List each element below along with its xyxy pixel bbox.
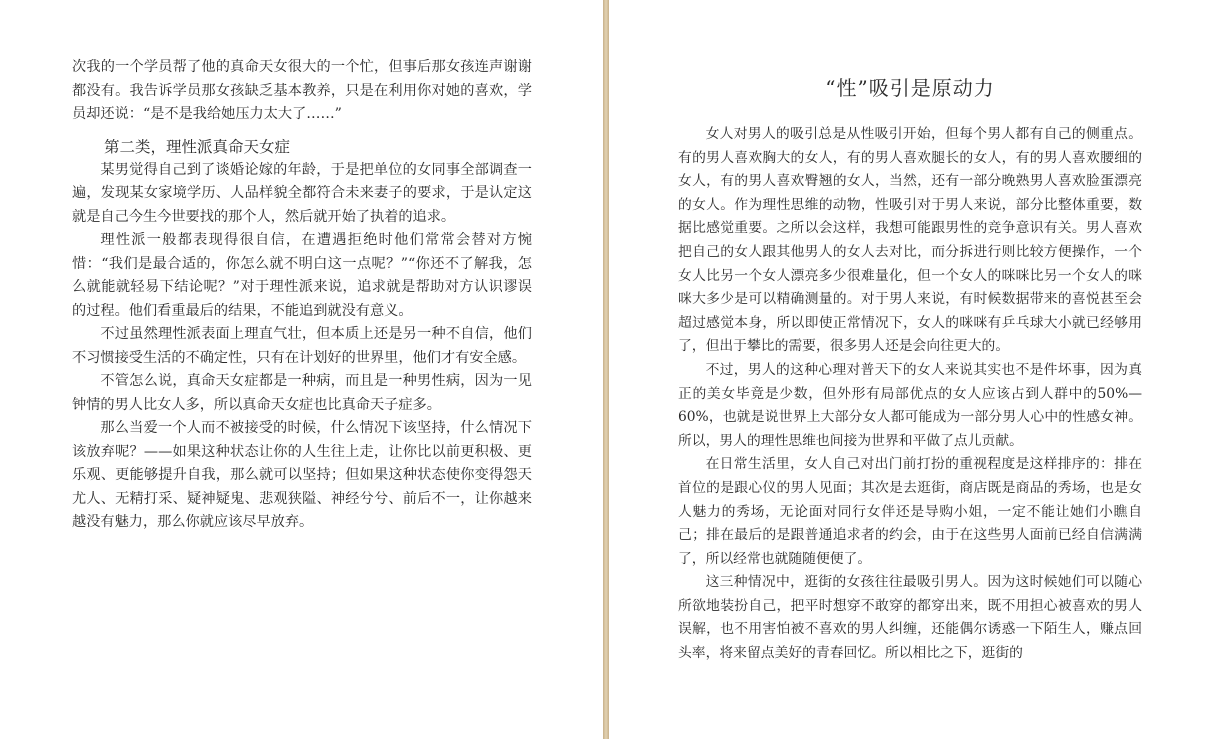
paragraph: 那么当爱一个人而不被接受的时候，什么情况下该坚持，什么情况下该放弃呢？——如果这种状态让你的人生往上走，让你比以前更积极、更乐观、更能够提升自我，那么就可以坚持；但如果这种状态使你变得怨天尤人、无精打采、疑神疑鬼、悲观狭隘、神经兮兮、前后不一，让你越来越没有魅力，那么你就应该尽早放弃。 [72, 420, 532, 530]
paragraph: 不管怎么说，真命天女症都是一种病，而且是一种男性病，因为一见钟情的男人比女人多，所以真命天女症也比真命天子症多。 [72, 373, 532, 413]
paragraph: 次我的一个学员帮了他的真命天女很大的一个忙，但事后那女孩连声谢谢都没有。我告诉学员那女孩缺乏基本教养，只是在利用你对她的喜欢，学员却还说：“是不是我给她压力太大了……” [72, 59, 532, 122]
paragraph: 在日常生活里，女人自己对出门前打扮的重视程度是这样排序的：排在首位的是跟心仪的男人见面；其次是去逛街，商店既是商品的秀场，也是女人魅力的秀场，无论面对同行女伴还是导购小姐，一定不能让她们小瞧自己；排在最后的是跟普通追求者的约会，由于在这些男人面前已经自信满满了，所以经常也就随随便便了。 [678, 456, 1142, 567]
paragraph: 女人对男人的吸引总是从性吸引开始，但每个男人都有自己的侧重点。有的男人喜欢胸大的女人，有的男人喜欢腿长的女人，有的男人喜欢腰细的女人，有的男人喜欢臀翘的女人，当然，还有一部分晚熟男人喜欢脸蛋漂亮的女人。作为理性思维的动物，性吸引对于男人来说，部分比整体重要，数据比感觉重要。之所以会这样，我想可能跟男性的竞争意识有关。男人喜欢把自己的女人跟其他男人的女人去对比，而分拆进行则比较方便操作，一个女人比另一个女人漂亮多少很难量化，但一个女人的咪咪比另一个女人的咪咪大多少是可以精确测量的。对于男人来说，有时候数据带来的喜悦甚至会超过感觉本身，所以即使正常情况下，女人的咪咪有乒乓球大小就已经够用了，但出于攀比的需要，很多男人还是会向往更大的。 [678, 126, 1142, 355]
paragraph: 这三种情况中，逛街的女孩往往最吸引男人。因为这时候她们可以随心所欲地装扮自己，把平时想穿不敢穿的都穿出来，既不用担心被喜欢的男人误解，也不用害怕被不喜欢的男人纠缠，还能偶尔诱惑一下陌生人，赚点回头率，将来留点美好的青春回忆。所以相比之下，逛街的 [678, 574, 1142, 662]
section-heading: 第二类，理性派真命天女症 [104, 137, 291, 156]
paragraph: 不过虽然理性派表面上理直气壮，但本质上还是另一种不自信，他们不习惯接受生活的不确定性，只有在计划好的世界里，他们才有安全感。 [72, 326, 532, 366]
paragraph: 理性派一般都表现得很自信，在遭遇拒绝时他们常常会替对方惋惜：“我们是最合适的，你怎么就不明白这一点呢？”“你还不了解我，怎么就能就轻易下结论呢？”对于理性派来说，追求就是帮助对方认识谬误的过程。他们看重最后的结果，不能追到就没有意义。 [72, 232, 532, 319]
right-page [609, 0, 1210, 739]
paragraph: 不过，男人的这种心理对普天下的女人来说其实也不是件坏事，因为真正的美女毕竟是少数，但外形有局部优点的女人应该占到人群中的50%—60%，也就是说世界上大部分女人都可能成为一部分男人心中的性感女神。所以，男人的理性思维也间接为世界和平做了点儿贡献。 [678, 361, 1142, 449]
paragraph: 某男觉得自己到了谈婚论嫁的年龄，于是把单位的女同事全部调查一遍，发现某女家境学历、人品样貌全都符合未来妻子的要求，于是认定这就是自己今生今世要找的那个人，然后就开始了执着的追求。 [72, 161, 532, 225]
left-page [0, 0, 603, 739]
chapter-title: “性”吸引是原动力 [825, 76, 995, 100]
